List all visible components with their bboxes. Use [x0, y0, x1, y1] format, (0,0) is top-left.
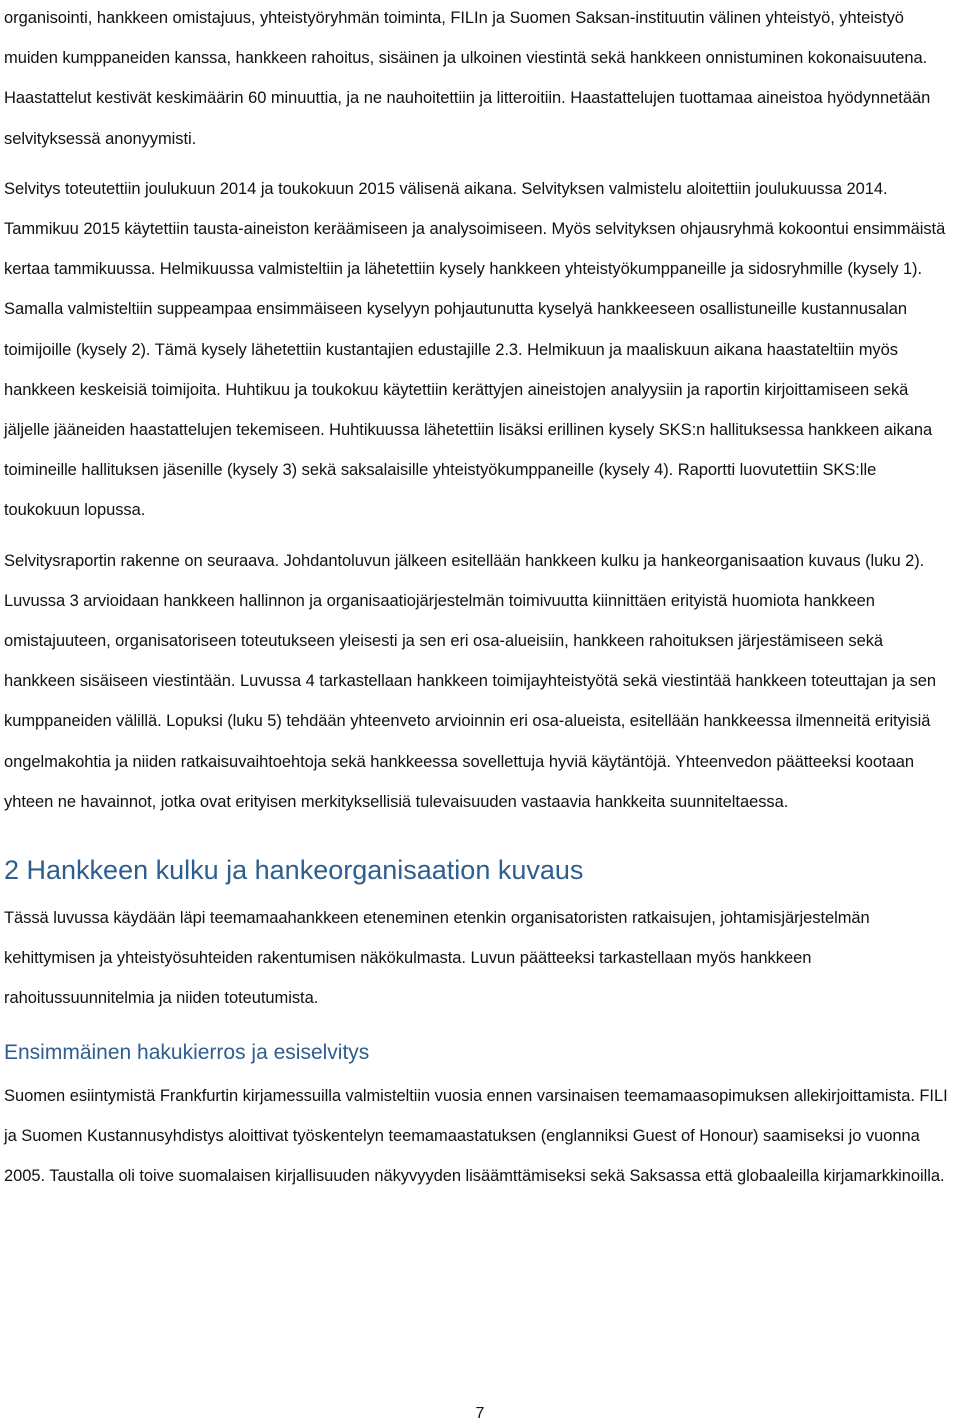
section-heading: Ensimmäinen hakukierros ja esiselvitys	[4, 1040, 370, 1064]
paragraph-report-structure: Selvitysraportin rakenne on seuraava. Johdantoluvun jälkeen esitellään hankkeen kulku ja hankeorganisaation kuvaus (luku 2). Luvussa 3 arvioidaan hankkeen hallinnon ja organisaatiojärjestelmän toimivuutta kiinnittäen erityistä huomiota hankkeen omistajuuteen, organisatoriseen toteutukseen yleisesti ja sen eri osa-alueisiin, hankkeen rahoituksen järjestämiseen sekä hankkeen sisäiseen viestintään. Luvussa 4 tarkastellaan hankkeen toimijayhteistyötä sekä viestintää hankkeen toteuttajan ja sen kumppaneiden välillä. Lopuksi (luku 5) tehdään yhteenveto arvioinnin eri osa-alueista, esitellään hankkeessa ilmenneitä erityisiä ongelmakohtia ja niiden ratkaisuvaihtoehtoja sekä hankkeessa sovellettuja hyviä käytäntöjä. Yhteenvedon päätteeksi kootaan yhteen ne havainnot, jotka ovat erityisen merkityksellisiä tulevaisuuden vastaavia hankkeita suunniteltaessa.	[4, 551, 936, 811]
paragraph-interview-method: organisointi, hankkeen omistajuus, yhteistyöryhmän toiminta, FILIn ja Suomen Saksan-instituutin välinen yhteistyö, yhteistyö muiden kumppaneiden kanssa, hankkeen rahoitus, sisäinen ja ulkoinen viestintä sekä hankkeen onnistuminen kokonaisuutena. Haastattelut kestivät keskimäärin 60 minuuttia, ja ne nauhoitettiin ja litteroitiin. Haastattelujen tuottamaa aineistoa hyödynnetään selvityksessä anonyymisti.	[4, 9, 931, 148]
paragraph-timeline: Selvitys toteutettiin joulukuun 2014 ja toukokuun 2015 välisenä aikana. Selvityksen valmistelu aloitettiin joulukuussa 2014. Tammikuu 2015 käytettiin tausta-aineiston keräämiseen ja analysoimiseen. Myös selvityksen ohjausryhmä kokoontui ensimmäistä kertaa tammikuussa. Helmikuussa valmisteltiin ja lähetettiin kysely hankkeen yhteistyökumppaneille ja sidosryhmille (kysely 1). Samalla valmisteltiin suppeampaa ensimmäiseen kyselyyn pohjautunutta kyselyä hankkeeseen osallistuneille kustannusalan toimijoille (kysely 2). Tämä kysely lähetettiin kustantajien edustajille 2.3. Helmikuun ja maaliskuun aikana haastateltiin myös hankkeen keskeisiä toimijoita. Huhtikuu ja toukokuu käytettiin kerättyjen aineistojen analyysiin ja raportin kirjoittamiseen sekä jäljelle jääneiden haastattelujen tekemiseen. Huhtikuussa lähetettiin lisäksi erillinen kysely SKS:n hallituksessa hankkeen aikana toimineille hallituksen jäsenille (kysely 3) sekä saksalaisille yhteistyökumppaneille (kysely 4). Raportti luovutettiin SKS:lle toukokuun lopussa.	[4, 179, 946, 520]
chapter-heading: 2 Hankkeen kulku ja hankeorganisaation kuvaus	[4, 855, 584, 886]
document-page	[4, 0, 954, 1196]
paragraph-first-round: Suomen esiintymistä Frankfurtin kirjamessuilla valmisteltiin vuosia ennen varsinaisen teemamaasopimuksen allekirjoittamista. FILI ja Suomen Kustannusyhdistys aloittivat työskentelyn teemamaastatuksen (englanniksi Guest of Honour) saamiseksi jo vuonna 2005. Taustalla oli toive suomalaisen kirjallisuuden näkyvyyden lisäämttämiseksi sekä Saksassa että globaaleilla kirjamarkkinoilla.	[4, 1086, 948, 1186]
page-number: 7	[475, 1405, 485, 1422]
paragraph-chapter-intro: Tässä luvussa käydään läpi teemamaahankkeen eteneminen etenkin organisatoristen ratkaisujen, johtamisjärjestelmän kehittymisen ja yhteistyösuhteiden rakentumisen näkökulmasta. Luvun päätteeksi tarkastellaan myös hankkeen rahoitussuunnitelmia ja niiden toteutumista.	[4, 909, 870, 1008]
